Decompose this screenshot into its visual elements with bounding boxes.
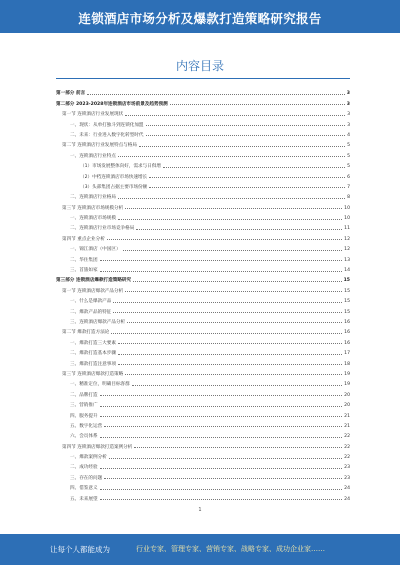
toc-entry[interactable] (56, 460, 350, 470)
toc-entry-page: 7 (347, 184, 350, 190)
toc-entry-page: 22 (344, 455, 350, 461)
toc-leader-dots (113, 302, 342, 303)
toc-entry[interactable] (56, 304, 350, 314)
toc-entry-label: 二、未来：行业进入数字化转型时代 (70, 132, 144, 138)
toc-entry-page: 23 (344, 465, 350, 471)
toc-entry[interactable] (56, 377, 350, 387)
toc-entry-label: 一、爆款案例分析 (70, 455, 107, 461)
toc-entry-label: 第二部分 2023-2028年连锁酒店市场前景及趋势预测 (56, 101, 168, 107)
toc-entry-label: 第二节 连锁酒店行业发展特点与格局 (62, 143, 137, 149)
toc-entry[interactable] (56, 190, 350, 200)
toc-entry-page: 14 (344, 268, 350, 274)
toc-entry[interactable] (56, 294, 350, 304)
toc-entry-page: 21 (344, 423, 350, 429)
report-title: 连锁酒店市场分析及爆款打造策略研究报告 (78, 11, 322, 26)
toc-entry[interactable] (56, 367, 350, 377)
toc-leader-dots (146, 135, 346, 136)
toc-leader-dots (109, 458, 342, 459)
toc-entry-label: （2）中档连锁酒店市场快速增长 (80, 174, 148, 180)
report-header-bar (0, 0, 400, 33)
toc-entry[interactable] (56, 211, 350, 221)
toc-entry-label: 第三部分 连锁酒店爆款打造策略研究 (56, 278, 132, 284)
toc-entry-label: 六、会员体系 (70, 434, 98, 440)
toc-entry-page: 4 (347, 132, 350, 138)
toc-entry-label: 三、首旅如家 (70, 268, 98, 274)
toc-entry-label: 一、连锁酒店市场规模 (70, 216, 116, 222)
toc-leader-dots (170, 104, 345, 105)
toc-leader-dots (139, 146, 345, 147)
toc-entry-page: 19 (344, 371, 350, 377)
toc-entry-page: 13 (344, 257, 350, 263)
toc-entry-label: 二、成功经验 (70, 465, 98, 471)
toc-leader-dots (125, 115, 345, 116)
toc-leader-dots (100, 416, 343, 417)
toc-leader-dots (100, 489, 343, 490)
toc-entry-page: 10 (344, 216, 350, 222)
toc-entry-page: 19 (344, 382, 350, 388)
toc-entry[interactable] (56, 315, 350, 325)
toc-entry-page: 22 (344, 434, 350, 440)
toc-entry[interactable] (56, 96, 350, 106)
toc-entry[interactable] (56, 180, 350, 190)
toc-entry-page: 15 (344, 299, 350, 305)
toc-entry-page: 24 (344, 486, 350, 492)
toc-entry[interactable] (56, 273, 350, 283)
toc-entry-page: 20 (344, 403, 350, 409)
toc-entry[interactable] (56, 138, 350, 148)
toc-entry[interactable] (56, 263, 350, 273)
toc-divider (56, 78, 350, 79)
toc-leader-dots (163, 167, 345, 168)
toc-leader-dots (100, 468, 343, 469)
toc-entry-page: 3 (347, 112, 350, 118)
toc-entry-label: 五、未来展望 (70, 496, 98, 502)
toc-entry-label: 一、爆款打造三大要素 (70, 340, 116, 346)
toc-entry-label: 二、爆款打造基本步骤 (70, 351, 116, 357)
toc-entry-label: 三、营销推广 (70, 403, 98, 409)
toc-entry-page: 3 (347, 122, 350, 128)
toc-entry[interactable] (56, 252, 350, 262)
footer-slogan: 让每个人都能成为 (50, 545, 110, 554)
toc-leader-dots (104, 426, 342, 427)
toc-entry[interactable] (56, 325, 350, 335)
toc-entry[interactable] (56, 346, 350, 356)
toc-entry-page: 3 (346, 91, 350, 97)
toc-entry-page: 24 (344, 496, 350, 502)
toc-leader-dots (118, 343, 342, 344)
toc-entry-page: 3 (346, 101, 350, 107)
toc-entry-page: 15 (344, 309, 350, 315)
table-of-contents (56, 86, 350, 502)
toc-entry-page: 10 (344, 205, 350, 211)
toc-entry-page: 16 (344, 330, 350, 336)
toc-leader-dots (146, 125, 346, 126)
toc-entry[interactable] (56, 419, 350, 429)
toc-leader-dots (118, 354, 342, 355)
toc-entry[interactable] (56, 470, 350, 480)
toc-entry-label: 第一节 连锁酒店行业发展现状 (62, 112, 124, 118)
toc-entry-label: （1）市场发展整体向好，需求与日俱增 (80, 164, 162, 170)
toc-entry[interactable] (56, 117, 350, 127)
toc-entry[interactable] (56, 356, 350, 366)
toc-entry-page: 8 (347, 195, 350, 201)
toc-entry[interactable] (56, 408, 350, 418)
toc-entry[interactable] (56, 200, 350, 210)
toc-entry-page: 12 (344, 247, 350, 253)
page-number: 1 (198, 507, 202, 513)
toc-entry[interactable] (56, 491, 350, 501)
toc-entry-label: 一、精准定位，明确目标客群 (70, 382, 130, 388)
toc-entry-page: 17 (344, 351, 350, 357)
toc-leader-dots (118, 198, 345, 199)
toc-leader-dots (100, 271, 343, 272)
toc-entry[interactable] (56, 169, 350, 179)
toc-entry-label: 一、连锁酒店行业特点 (70, 153, 116, 159)
toc-entry[interactable] (56, 335, 350, 345)
toc-leader-dots (111, 333, 342, 334)
toc-entry-label: 第二节 爆款打造方法论 (62, 330, 110, 336)
toc-entry[interactable] (56, 450, 350, 460)
toc-entry-label: 二、爆款产品的特征 (70, 309, 112, 315)
toc-entry-label: 五、数字化运营 (70, 423, 103, 429)
toc-entry-page: 5 (347, 143, 350, 149)
toc-entry[interactable] (56, 231, 350, 241)
toc-leader-dots (136, 229, 342, 230)
toc-entry-page: 5 (347, 153, 350, 159)
toc-entry-page: 16 (344, 319, 350, 325)
toc-leader-dots (118, 364, 342, 365)
toc-entry-label: 一、现状：从单打独斗到连锁化加盟 (70, 122, 144, 128)
toc-entry-page: 20 (344, 392, 350, 398)
toc-entry[interactable] (56, 283, 350, 293)
toc-entry[interactable] (56, 481, 350, 491)
toc-leader-dots (149, 187, 345, 188)
toc-entry[interactable] (56, 128, 350, 138)
toc-entry[interactable] (56, 159, 350, 169)
toc-leader-dots (100, 395, 343, 396)
toc-heading: 内容目录 (175, 59, 224, 73)
toc-entry-page: 15 (344, 288, 350, 294)
toc-entry-page: 21 (344, 413, 350, 419)
toc-leader-dots (132, 385, 342, 386)
toc-entry-label: （3）头部集团占据主要市场份额 (80, 184, 148, 190)
toc-entry-page: 16 (344, 340, 350, 346)
toc-leader-dots (125, 291, 342, 292)
toc-entry[interactable] (56, 86, 350, 96)
toc-entry-label: 二、品牌打造 (70, 392, 98, 398)
toc-entry-label: 第四节 连锁酒店爆款打造案例分析 (62, 444, 133, 450)
toc-entry-page: 5 (347, 164, 350, 170)
toc-entry-label: 二、连锁酒店行业市场竞争格局 (70, 226, 135, 232)
toc-leader-dots (113, 312, 342, 313)
toc-leader-dots (100, 437, 343, 438)
toc-leader-dots (100, 260, 343, 261)
toc-entry-page: 18 (344, 361, 350, 367)
toc-entry-page: 6 (347, 174, 350, 180)
toc-leader-dots (107, 239, 342, 240)
footer-roles: 行业专家、管理专家、营销专家、战略专家、成功企业家…… (136, 545, 325, 553)
toc-entry-page: 12 (344, 236, 350, 242)
toc-entry[interactable] (56, 107, 350, 117)
toc-entry-page: 11 (344, 226, 350, 232)
toc-entry[interactable] (56, 439, 350, 449)
toc-entry[interactable] (56, 221, 350, 231)
toc-entry[interactable] (56, 387, 350, 397)
toc-entry-label: 第三节 连锁酒店爆款打造策略 (62, 371, 124, 377)
toc-entry-label: 二、华住集团 (70, 257, 98, 263)
toc-entry-label: 第一部分 前言 (56, 91, 86, 97)
toc-entry-label: 三、存在的问题 (70, 475, 103, 481)
toc-entry-label: 一、什么是爆款产品 (70, 299, 112, 305)
toc-entry-label: 第三节 连锁酒店市场规模分析 (62, 205, 124, 211)
toc-entry-label: 第四节 重点企业分析 (62, 236, 105, 242)
toc-leader-dots (118, 156, 345, 157)
toc-leader-dots (100, 406, 343, 407)
toc-leader-dots (125, 374, 342, 375)
toc-entry[interactable] (56, 148, 350, 158)
toc-entry-label: 四、借鉴意义 (70, 486, 98, 492)
toc-leader-dots (118, 219, 342, 220)
toc-entry[interactable] (56, 429, 350, 439)
toc-entry-label: 第一节 连锁酒店爆款产品分析 (62, 288, 124, 294)
toc-entry-page: 15 (343, 278, 350, 284)
toc-leader-dots (125, 208, 342, 209)
toc-leader-dots (134, 447, 342, 448)
toc-entry[interactable] (56, 242, 350, 252)
toc-leader-dots (104, 478, 342, 479)
toc-leader-dots (100, 499, 343, 500)
toc-leader-dots (87, 94, 345, 95)
toc-entry-label: 二、连锁酒店行业格局 (70, 195, 116, 201)
toc-entry-page: 23 (344, 475, 350, 481)
toc-entry-label: 三、爆款打造注意事项 (70, 361, 116, 367)
toc-leader-dots (123, 250, 343, 251)
toc-entry-label: 四、服务提升 (70, 413, 98, 419)
toc-leader-dots (133, 281, 341, 282)
toc-entry-label: 一、锦江酒店（中国区） (70, 247, 121, 253)
toc-leader-dots (149, 177, 345, 178)
toc-entry-label: 三、连锁酒店爆款产品分析 (70, 319, 126, 325)
toc-entry-page: 22 (344, 444, 350, 450)
footer-bar (0, 534, 400, 565)
toc-leader-dots (127, 322, 342, 323)
toc-entry[interactable] (56, 398, 350, 408)
